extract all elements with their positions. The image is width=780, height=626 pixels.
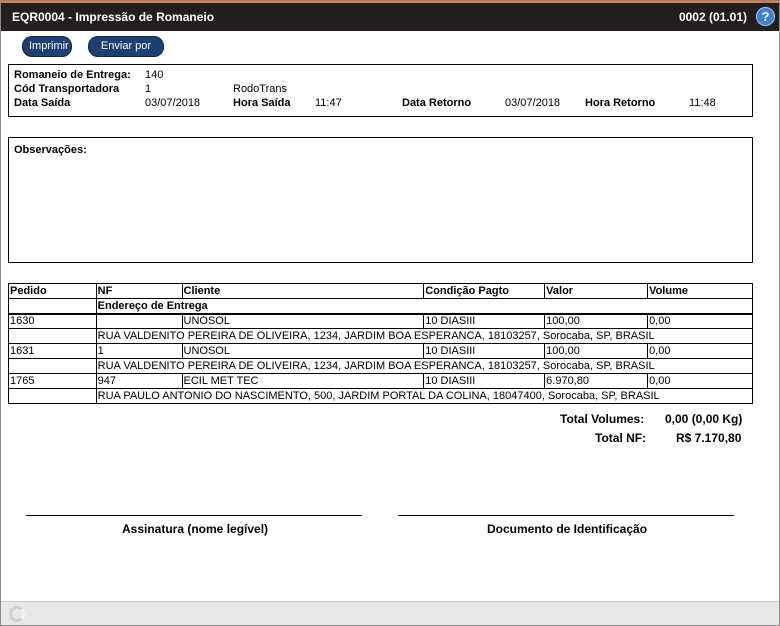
table-row xyxy=(9,344,753,359)
cell-pedido: 1630 xyxy=(9,314,97,329)
address-spacer xyxy=(9,329,97,344)
column-header-valor: Valor xyxy=(545,284,648,299)
cell-volume: 0,00 xyxy=(648,314,753,329)
romaneio-value: 140 xyxy=(145,69,164,81)
subheader-spacer xyxy=(9,299,97,314)
cell-condicao: 10 DIASIII xyxy=(424,344,545,359)
cell-endereco: RUA VALDENITO PEREIRA DE OLIVEIRA, 1234, JARDIM BOA ESPERANCA, 18103257, Sorocaba, SP, BRASIL xyxy=(96,329,752,344)
observations-panel xyxy=(8,137,753,263)
total-volumes-label: Total Volumes: xyxy=(560,412,645,426)
column-header-cliente: Cliente xyxy=(182,284,424,299)
column-header-condicao: Condição Pagto xyxy=(424,284,545,299)
total-nf-value: R$ 7.170,80 xyxy=(676,431,742,445)
cell-nf: 1 xyxy=(96,344,182,359)
cell-cliente: UNOSOL xyxy=(182,344,424,359)
data-saida-label: Data Saída xyxy=(14,97,71,109)
total-volumes-value: 0,00 (0,00 Kg) xyxy=(665,412,743,426)
table-address-row xyxy=(9,359,753,374)
cell-pedido: 1765 xyxy=(9,374,97,389)
id-document-label: Documento de Identificação xyxy=(487,522,648,536)
cell-volume: 0,00 xyxy=(648,374,753,389)
cell-nf xyxy=(96,314,182,329)
print-button[interactable]: Imprimir xyxy=(22,36,72,57)
data-retorno-label: Data Retorno xyxy=(402,97,472,109)
data-retorno-value: 03/07/2018 xyxy=(505,97,561,109)
observations-label: Observações: xyxy=(14,144,87,156)
help-icon[interactable]: ? xyxy=(756,7,775,26)
status-bar xyxy=(1,601,779,625)
data-saida-value: 03/07/2018 xyxy=(145,97,201,109)
address-spacer xyxy=(9,359,97,374)
shipment-header-panel xyxy=(8,64,753,117)
cell-cliente: ECIL MET TEC xyxy=(182,374,424,389)
id-document-line xyxy=(398,515,734,516)
transportadora-name: RodoTrans xyxy=(233,83,288,95)
column-header-endereco: Endereço de Entrega xyxy=(96,299,752,314)
total-nf-label: Total NF: xyxy=(595,431,647,445)
cell-condicao: 10 DIASIII xyxy=(424,374,545,389)
table-row xyxy=(9,374,753,389)
hora-retorno-label: Hora Retorno xyxy=(585,97,656,109)
cell-endereco: RUA VALDENITO PEREIRA DE OLIVEIRA, 1234, JARDIM BOA ESPERANCA, 18103257, Sorocaba, SP, BRASIL xyxy=(96,359,752,374)
signature-label: Assinatura (nome legível) xyxy=(122,522,269,536)
hora-saida-label: Hora Saída xyxy=(233,97,291,109)
table-address-row xyxy=(9,329,753,344)
cell-valor: 100,00 xyxy=(545,314,648,329)
column-header-nf: NF xyxy=(96,284,182,299)
cell-valor: 100,00 xyxy=(545,344,648,359)
hora-retorno-value: 11:48 xyxy=(689,97,716,109)
cell-condicao: 10 DIASIII xyxy=(424,314,545,329)
table-row xyxy=(9,314,753,329)
signature-line xyxy=(26,515,362,516)
romaneio-label: Romaneio de Entrega: xyxy=(14,69,131,81)
column-header-volume: Volume xyxy=(648,284,753,299)
cell-endereco: RUA PAULO ANTONIO DO NASCIMENTO, 500, JARDIM PORTAL DA COLINA, 18047400, Sorocaba, SP, BRASIL xyxy=(96,389,752,404)
cell-cliente: UNOSOL xyxy=(182,314,424,329)
address-spacer xyxy=(9,389,97,404)
column-header-pedido: Pedido xyxy=(9,284,97,299)
table-header-row xyxy=(9,284,753,299)
cell-valor: 6.970,80 xyxy=(545,374,648,389)
table-subheader-row xyxy=(9,299,753,314)
cell-pedido: 1631 xyxy=(9,344,97,359)
orders-table xyxy=(8,283,753,404)
hora-saida-value: 11:47 xyxy=(315,97,342,109)
cell-volume: 0,00 xyxy=(648,344,753,359)
program-version: 0002 (01.01) xyxy=(678,10,747,24)
table-address-row xyxy=(9,389,753,404)
title-bar xyxy=(1,1,779,31)
cell-nf: 947 xyxy=(96,374,182,389)
loading-spinner-icon xyxy=(9,606,25,622)
transportadora-label: Cód Transportadora xyxy=(14,83,120,95)
send-email-button[interactable]: Enviar por xyxy=(88,36,164,57)
window-title: EQR0004 - Impressão de Romaneio xyxy=(12,10,215,24)
transportadora-code: 1 xyxy=(145,83,152,95)
